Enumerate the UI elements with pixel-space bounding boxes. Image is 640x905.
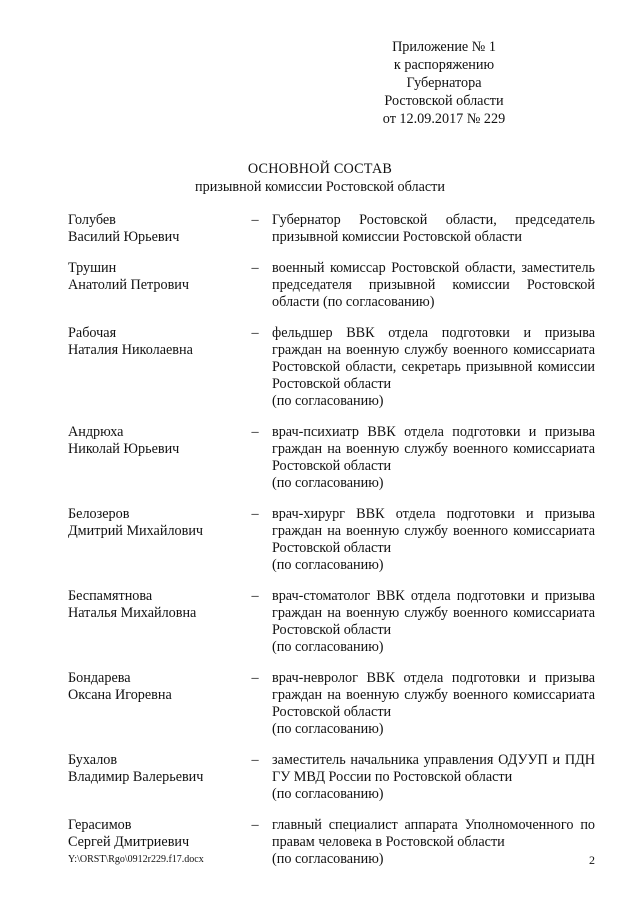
member-dash: – xyxy=(251,212,259,228)
member-dash: – xyxy=(251,325,259,341)
member-dash: – xyxy=(251,752,259,768)
member-name xyxy=(68,424,238,492)
member-row xyxy=(68,212,595,246)
appendix-order-ref: к распоряжению xyxy=(393,57,495,73)
member-name xyxy=(68,325,238,410)
appendix-header xyxy=(324,38,564,128)
member-role-note: (по согласованию) xyxy=(272,557,384,573)
member-given-name: Анатолий Петрович xyxy=(68,277,190,293)
member-name xyxy=(68,670,238,738)
member-role xyxy=(272,588,595,656)
members-list xyxy=(68,212,595,882)
member-role xyxy=(272,670,595,738)
member-role xyxy=(272,817,595,868)
member-role-text: главный специалист аппарата Уполномоченного по правам человека в Ростовской области xyxy=(272,817,595,850)
member-given-name: Сергей Дмитриевич xyxy=(68,834,190,850)
member-surname: Рабочая xyxy=(68,325,117,341)
member-given-name: Наталья Михайловна xyxy=(68,605,197,621)
member-role-text: военный комиссар Ростовской области, заместитель председателя призывной комиссии Ростовской области (по согласованию) xyxy=(272,260,595,310)
member-surname: Белозеров xyxy=(68,506,130,522)
member-role xyxy=(272,752,595,803)
member-role-text: врач-психиатр ВВК отдела подготовки и призыва граждан на военную службу военного комиссариата Ростовской области xyxy=(272,424,595,474)
footer-file-path: Y:\ORST\Rgo\0912r229.f17.docx xyxy=(68,854,204,865)
member-surname: Герасимов xyxy=(68,817,132,833)
page-number: 2 xyxy=(589,853,595,867)
member-dash: – xyxy=(251,670,259,686)
member-role-note: (по согласованию) xyxy=(272,851,384,867)
member-role-note: (по согласованию) xyxy=(272,639,384,655)
member-name xyxy=(68,260,238,311)
member-role-text: врач-невролог ВВК отдела подготовки и призыва граждан на военную службу военного комиссариата Ростовской области xyxy=(272,670,595,720)
member-dash: – xyxy=(251,506,259,522)
member-surname: Трушин xyxy=(68,260,117,276)
member-dash: – xyxy=(251,260,259,276)
member-role-note: (по согласованию) xyxy=(272,721,384,737)
member-role xyxy=(272,506,595,574)
member-row xyxy=(68,506,595,574)
member-surname: Андрюха xyxy=(68,424,124,440)
title-subtitle: призывной комиссии Ростовской области xyxy=(195,179,445,195)
member-row xyxy=(68,588,595,656)
member-name xyxy=(68,506,238,574)
member-surname: Беспамятнова xyxy=(68,588,153,604)
member-given-name: Владимир Валерьевич xyxy=(68,769,204,785)
member-role-note: (по согласованию) xyxy=(272,786,384,802)
member-row xyxy=(68,325,595,410)
member-role-text: Губернатор Ростовской области, председатель призывной комиссии Ростовской области xyxy=(272,212,595,245)
member-role-text: врач-хирург ВВК отдела подготовки и призыва граждан на военную службу военного комиссариата Ростовской области xyxy=(272,506,595,556)
member-row xyxy=(68,424,595,492)
member-given-name: Оксана Игоревна xyxy=(68,687,172,703)
member-given-name: Николай Юрьевич xyxy=(68,441,180,457)
member-given-name: Дмитрий Михайлович xyxy=(68,523,204,539)
member-row xyxy=(68,752,595,803)
member-role-text: заместитель начальника управления ОДУУП и ПДН ГУ МВД России по Ростовской области xyxy=(272,752,595,785)
member-role xyxy=(272,424,595,492)
appendix-date: от 12.09.2017 № 229 xyxy=(382,111,506,127)
member-name xyxy=(68,212,238,246)
member-surname: Голубев xyxy=(68,212,116,228)
member-given-name: Наталия Николаевна xyxy=(68,342,193,358)
member-role-note: (по согласованию) xyxy=(272,475,384,491)
member-row xyxy=(68,260,595,311)
appendix-issuer: Губернатора xyxy=(406,75,482,91)
member-role xyxy=(272,325,595,410)
member-row xyxy=(68,670,595,738)
member-dash: – xyxy=(251,588,259,604)
member-role-note: (по согласованию) xyxy=(272,393,384,409)
member-role xyxy=(272,212,595,246)
member-dash: – xyxy=(251,424,259,440)
member-dash: – xyxy=(251,817,259,833)
title-main: ОСНОВНОЙ СОСТАВ xyxy=(247,161,393,177)
member-surname: Бондарева xyxy=(68,670,131,686)
member-role-text: фельдшер ВВК отдела подготовки и призыва граждан на военную службу военного комиссариата Ростовской области, секретарь призывной комиссии Ростовской области xyxy=(272,325,595,392)
member-name xyxy=(68,588,238,656)
member-name xyxy=(68,752,238,803)
member-role-text: врач-стоматолог ВВК отдела подготовки и призыва граждан на военную службу военного комиссариата Ростовской области xyxy=(272,588,595,638)
document-title xyxy=(0,160,640,196)
appendix-number: Приложение № 1 xyxy=(392,39,496,55)
member-role xyxy=(272,260,595,311)
member-surname: Бухалов xyxy=(68,752,118,768)
appendix-region: Ростовской области xyxy=(384,93,504,109)
member-given-name: Василий Юрьевич xyxy=(68,229,180,245)
